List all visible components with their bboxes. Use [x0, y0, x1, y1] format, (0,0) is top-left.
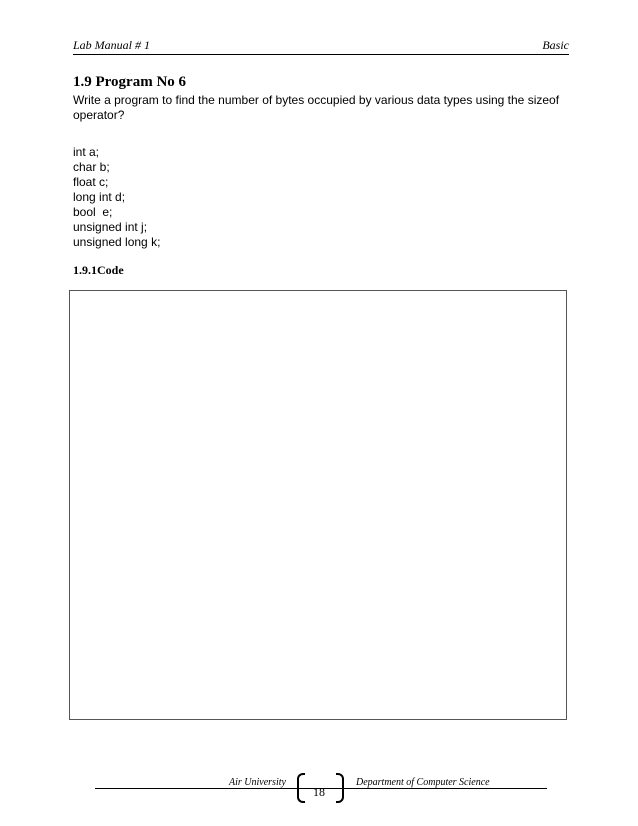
declaration-line: char b;: [73, 160, 110, 174]
page-header: [73, 38, 569, 55]
header-manual-title: Lab Manual # 1: [73, 38, 151, 52]
footer-department: Department of Computer Science: [356, 777, 490, 788]
declaration-line: bool e;: [73, 205, 113, 219]
program-description: Write a program to find the number of bytes occupied by various data types using the sizeof operator?: [73, 93, 560, 122]
declaration-line: long int d;: [73, 190, 126, 204]
footer-university: Air University: [229, 777, 286, 788]
code-answer-box: [69, 290, 567, 720]
section-title: 1.9 Program No 6: [73, 74, 187, 90]
declarations-list: [73, 145, 160, 250]
page-number: 18: [313, 785, 325, 799]
footer-rule: [95, 788, 547, 789]
declaration-line: float c;: [73, 175, 109, 189]
declaration-line: int a;: [73, 145, 100, 159]
declaration-line: unsigned int j;: [73, 220, 148, 234]
header-topic: Basic: [542, 38, 569, 52]
subsection-title: 1.9.1Code: [73, 263, 124, 277]
declaration-line: unsigned long k;: [73, 235, 161, 249]
